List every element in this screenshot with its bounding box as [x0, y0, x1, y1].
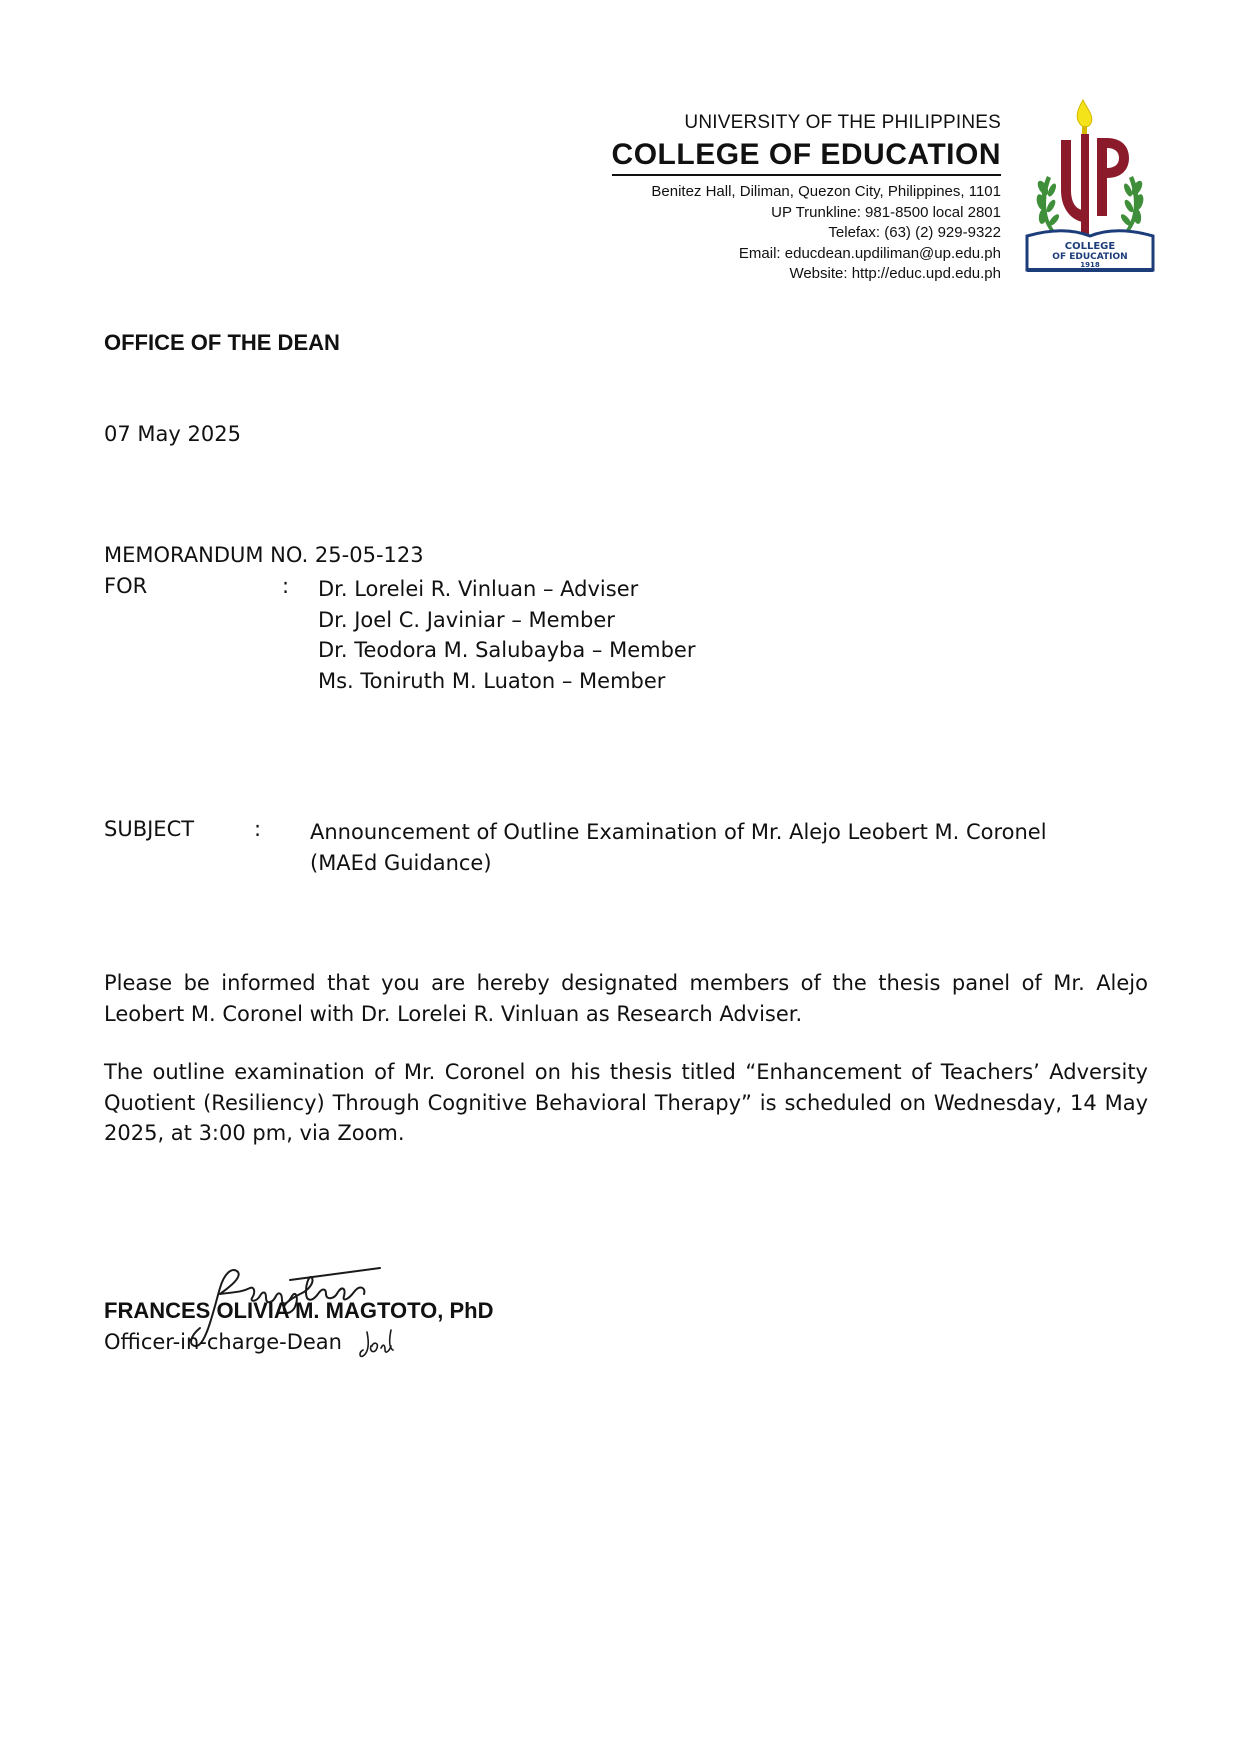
seal-text-education: OF EDUCATION — [1052, 252, 1128, 262]
website: Website: http://educ.upd.edu.ph — [789, 265, 1001, 282]
handwritten-initials — [357, 1326, 401, 1362]
telefax: Telefax: (63) (2) 929-9322 — [828, 224, 1001, 241]
email: Email: educdean.updiliman@up.edu.ph — [738, 244, 1001, 262]
signatory-position: Officer-in-charge-Dean — [104, 1330, 342, 1354]
college-name: COLLEGE OF EDUCATION — [612, 138, 1001, 176]
contact-info — [612, 182, 1001, 285]
letterhead — [612, 112, 1001, 285]
body-paragraph-2: The outline examination of Mr. Coronel on his thesis titled “Enhancement of Teachers’ Adversity Quotient (Resiliency) Through Cognitive Behavioral Therapy” is scheduled on Wednesday, 14 May 2025, at 3:00 pm, via Zoom. — [104, 1060, 1148, 1145]
up-college-of-education-seal-icon — [1025, 98, 1155, 276]
for-label: FOR — [104, 574, 148, 598]
signatory-name: FRANCES OLIVIA M. MAGTOTO, PhD — [104, 1298, 494, 1323]
recipient: Dr. Joel C. Javiniar – Member — [318, 607, 615, 632]
recipient: Ms. Toniruth M. Luaton – Member — [318, 668, 666, 693]
subject-colon: : — [254, 817, 262, 841]
address: Benitez Hall, Diliman, Quezon City, Philippines, 1101 — [651, 183, 1001, 200]
seal-text-college: COLLEGE — [1064, 241, 1116, 252]
subject-label: SUBJECT — [104, 817, 195, 841]
memo-number: MEMORANDUM NO. 25-05-123 — [104, 543, 424, 567]
recipient-list — [318, 574, 695, 696]
for-colon: : — [282, 574, 290, 598]
subject-line: Announcement of Outline Examination of Mr. Alejo Leobert M. Coronel — [310, 820, 1047, 844]
university-name: UNIVERSITY OF THE PHILIPPINES — [684, 112, 1001, 133]
trunkline: UP Trunkline: 981-8500 local 2801 — [771, 203, 1001, 221]
office-heading: OFFICE OF THE DEAN — [104, 330, 340, 355]
recipient: Dr. Teodora M. Salubayba – Member — [318, 638, 696, 662]
memo-date: 07 May 2025 — [104, 422, 241, 446]
seal-year: 1918 — [1080, 261, 1100, 269]
recipient: Dr. Lorelei R. Vinluan – Adviser — [318, 577, 639, 601]
subject-line: (MAEd Guidance) — [310, 850, 492, 875]
subject-text — [310, 817, 1140, 878]
body-paragraph-1: Please be informed that you are hereby designated members of the thesis panel of Mr. Alejo Leobert M. Coronel with Dr. Lorelei R. Vinluan as Research Adviser. — [104, 971, 1148, 1026]
